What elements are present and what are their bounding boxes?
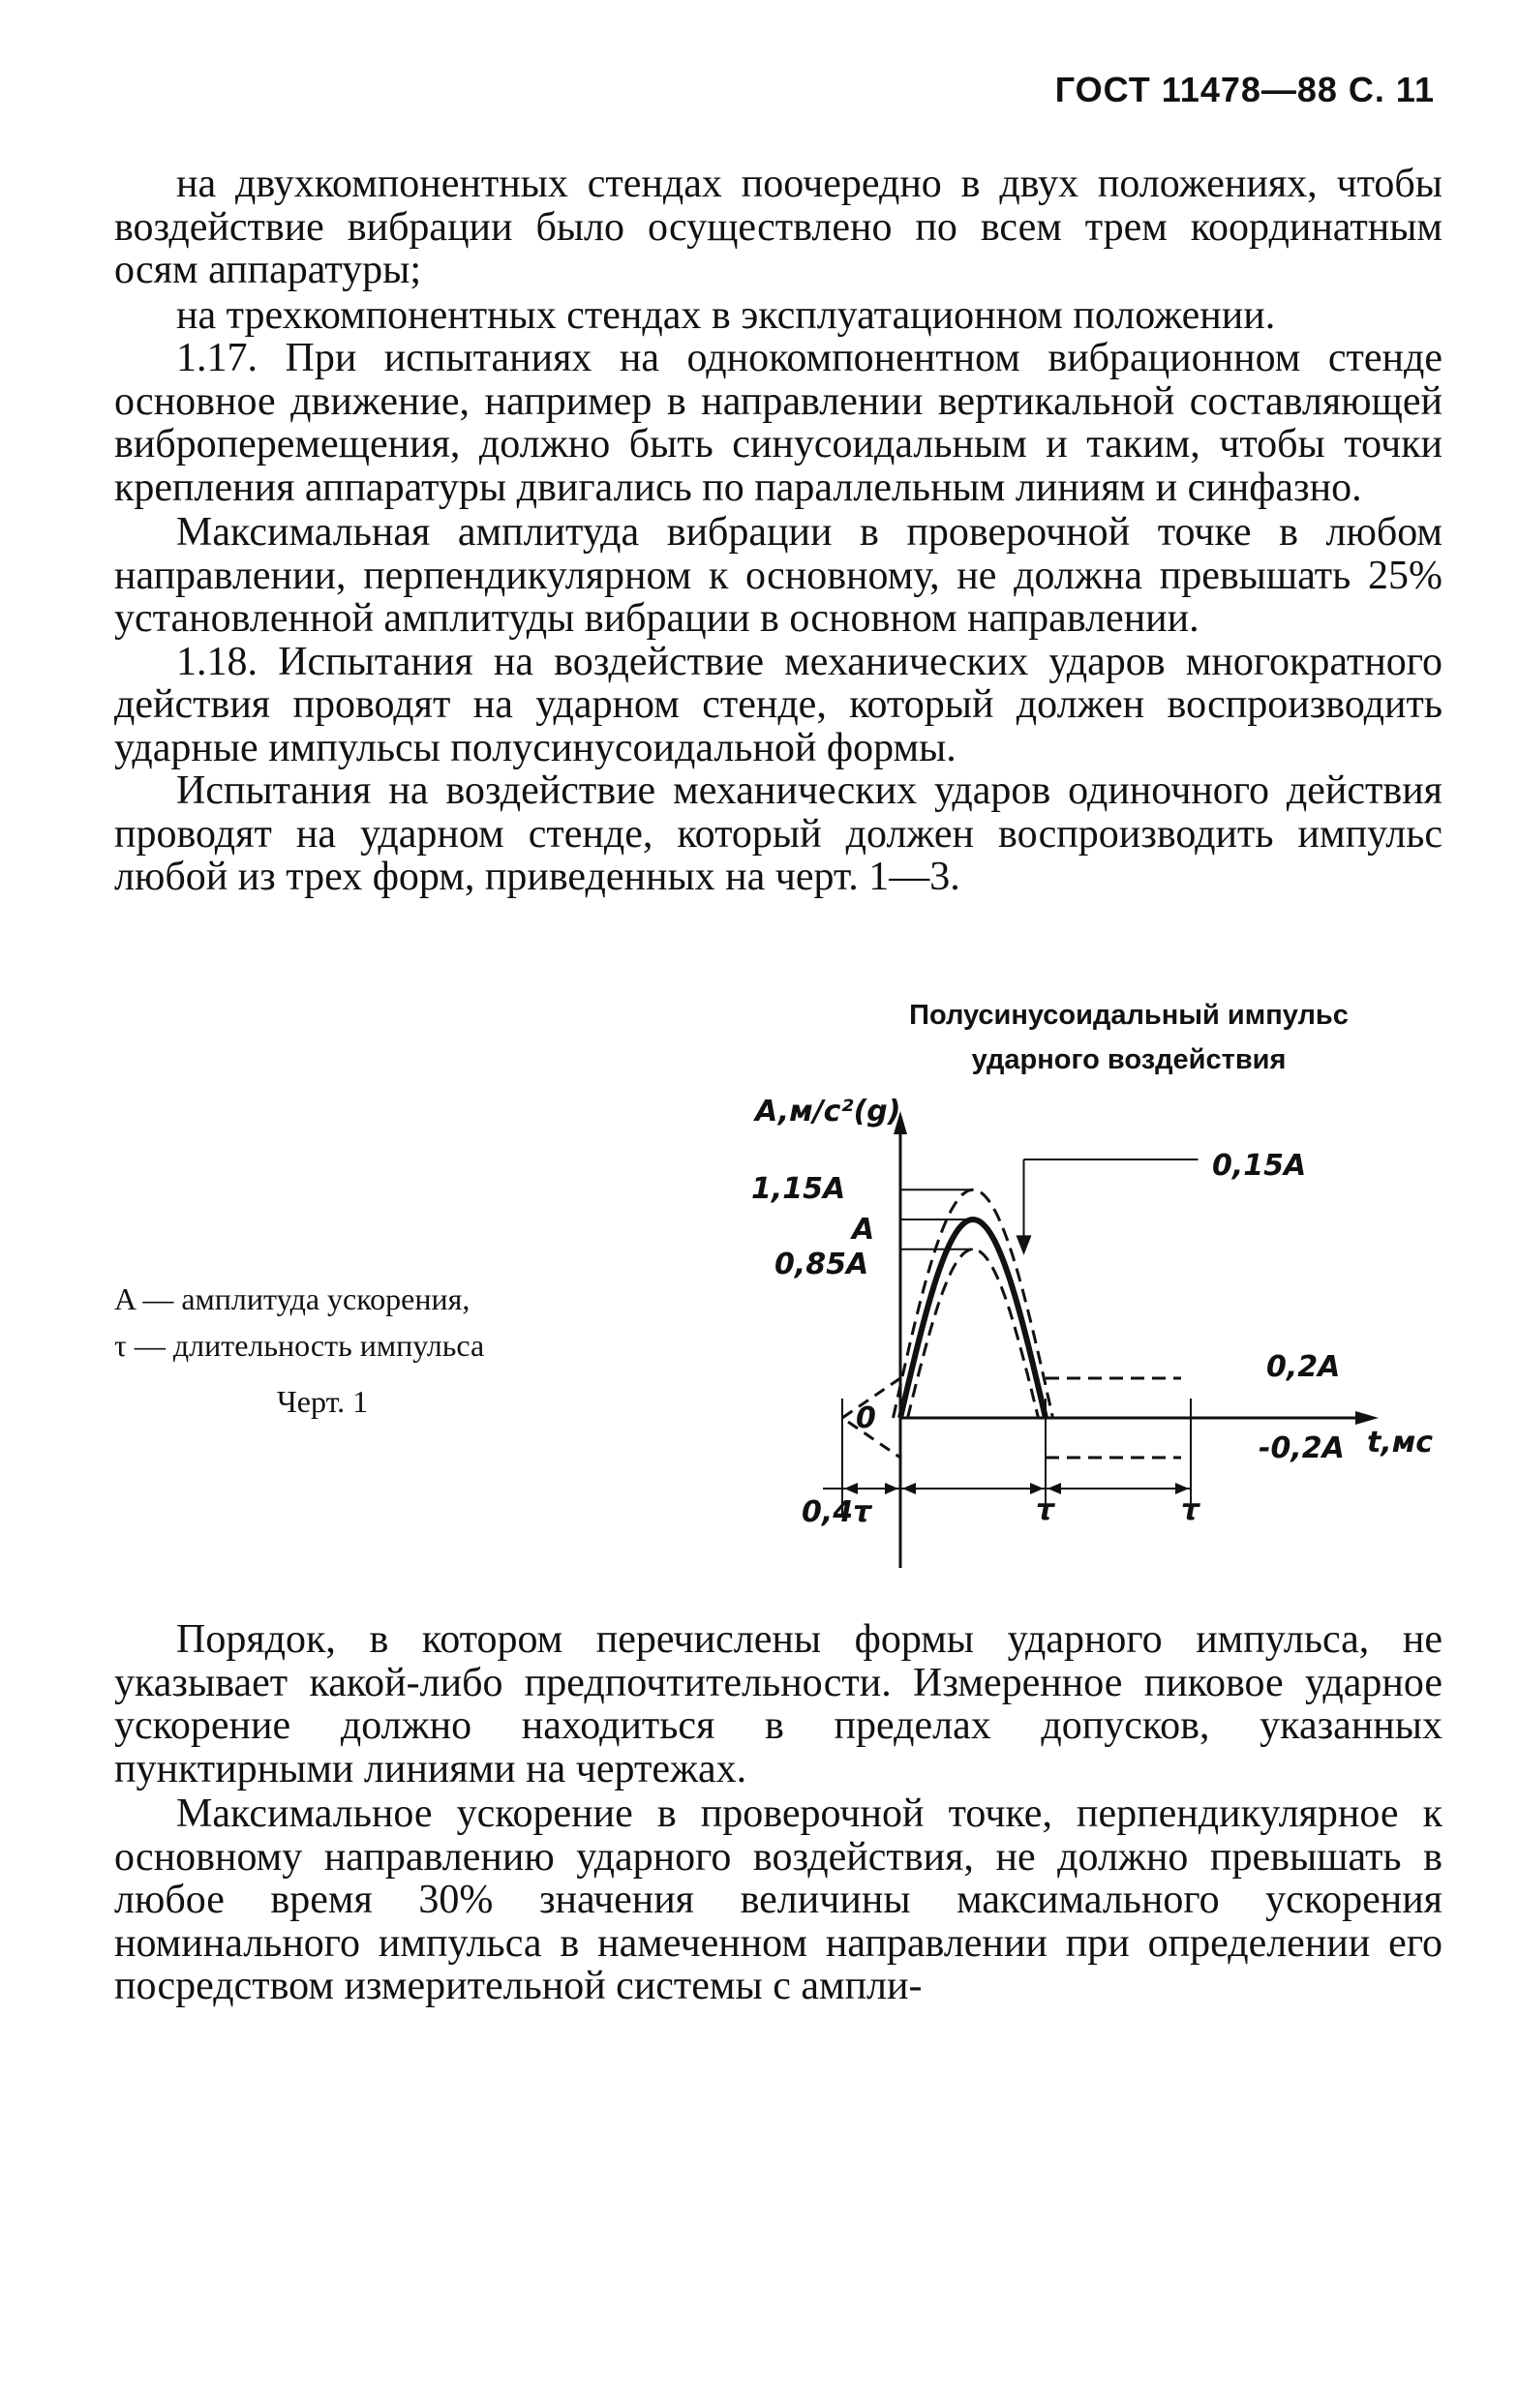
figure-title bbox=[848, 993, 1410, 1082]
paragraph: на трехкомпонентных стендах в эксплуатационном положении. bbox=[176, 292, 1276, 338]
y-axis-label: A,м/с²(g) bbox=[755, 1095, 901, 1129]
text-block-upper bbox=[114, 163, 1442, 899]
figure-caption: Черт. 1 bbox=[277, 1384, 369, 1419]
legend-duration: τ — длительность импульса bbox=[114, 1328, 485, 1363]
figure-legend bbox=[114, 1276, 569, 1425]
y-tick-label: 0 bbox=[856, 1401, 876, 1435]
annotation-minus-02a: -0,2A bbox=[1259, 1431, 1345, 1465]
paragraph: на двухкомпонентных стендах поочередно в двух положениях, чтобы воздействие вибрации было осуществлено по всем трем координатным осям аппаратуры; bbox=[114, 162, 1442, 292]
x-axis-arrow bbox=[1355, 1411, 1379, 1425]
paragraph: 1.17. При испытаниях на однокомпонентном вибрационном стенде основное движение, например в направлении вертикальной составляющей виброперемещения, должно быть синусоидальным и таким, чтобы точки крепления аппаратуры двигались по параллельным линиям и синфазно. bbox=[114, 336, 1442, 510]
y-tick-label: 0,85A bbox=[774, 1248, 869, 1281]
y-tick-label: 1,15A bbox=[751, 1172, 846, 1206]
legend-amplitude: A — амплитуда ускорения, bbox=[114, 1281, 471, 1316]
y-tick-label: A bbox=[852, 1213, 875, 1247]
paragraph: Максимальная амплитуда вибрации в проверочной точке в любом направлении, перпендикулярном к основному, не должна превышать 25% установленной амплитуды вибрации в основном направлении. bbox=[114, 510, 1442, 641]
x-axis-label: t,мс bbox=[1367, 1426, 1434, 1460]
annotation-arrowhead bbox=[1017, 1235, 1032, 1255]
annotation-04tau: 0,4τ bbox=[802, 1495, 872, 1529]
annotation-tau: τ bbox=[1181, 1493, 1200, 1527]
paragraph: 1.18. Испытания на воздействие механических ударов многократного действия проводят на ударном стенде, который должен воспроизводить ударные импульсы полусинусоидальной формы. bbox=[114, 639, 1442, 770]
annotation-tau: τ bbox=[1036, 1493, 1055, 1527]
dimension-arrowhead bbox=[844, 1483, 858, 1494]
pulse-chart bbox=[736, 1084, 1452, 1568]
pulse-upper-tolerance bbox=[894, 1189, 1053, 1418]
paragraph: Максимальное ускорение в проверочной точке, перпендикулярное к основному направлению ударного воздействия, не должно превышать в любое время 30% значения величины максимального ускорения номинального импульса в намеченном направлении при определении его посредством измерительной системы с ампли- bbox=[114, 1791, 1442, 2008]
dimension-arrowhead bbox=[885, 1483, 898, 1494]
figure-title-line2: ударного воздействия bbox=[971, 1044, 1287, 1075]
annotation-02a: 0,2A bbox=[1266, 1350, 1341, 1384]
text-block-lower bbox=[114, 1618, 1442, 2008]
paragraph: Порядок, в котором перечислены формы ударного импульса, не указывает какой-либо предпочтительности. Измеренное пиковое ударное ускорение должно находиться в пределах допусков, указанных пунктирными линиями на чертежах. bbox=[114, 1617, 1442, 1791]
page-header: ГОСТ 11478—88 С. 11 bbox=[1054, 70, 1435, 109]
annotation-015a: 0,15A bbox=[1212, 1149, 1307, 1183]
figure-title-line1: Полусинусоидальный импульс bbox=[909, 1000, 1349, 1031]
paragraph: Испытания на воздействие механических ударов одиночного действия проводят на ударном стенде, который должен воспроизводить импульс любой из трех форм, приведенных на черт. 1—3. bbox=[114, 768, 1442, 899]
dimension-arrowhead bbox=[902, 1483, 916, 1494]
